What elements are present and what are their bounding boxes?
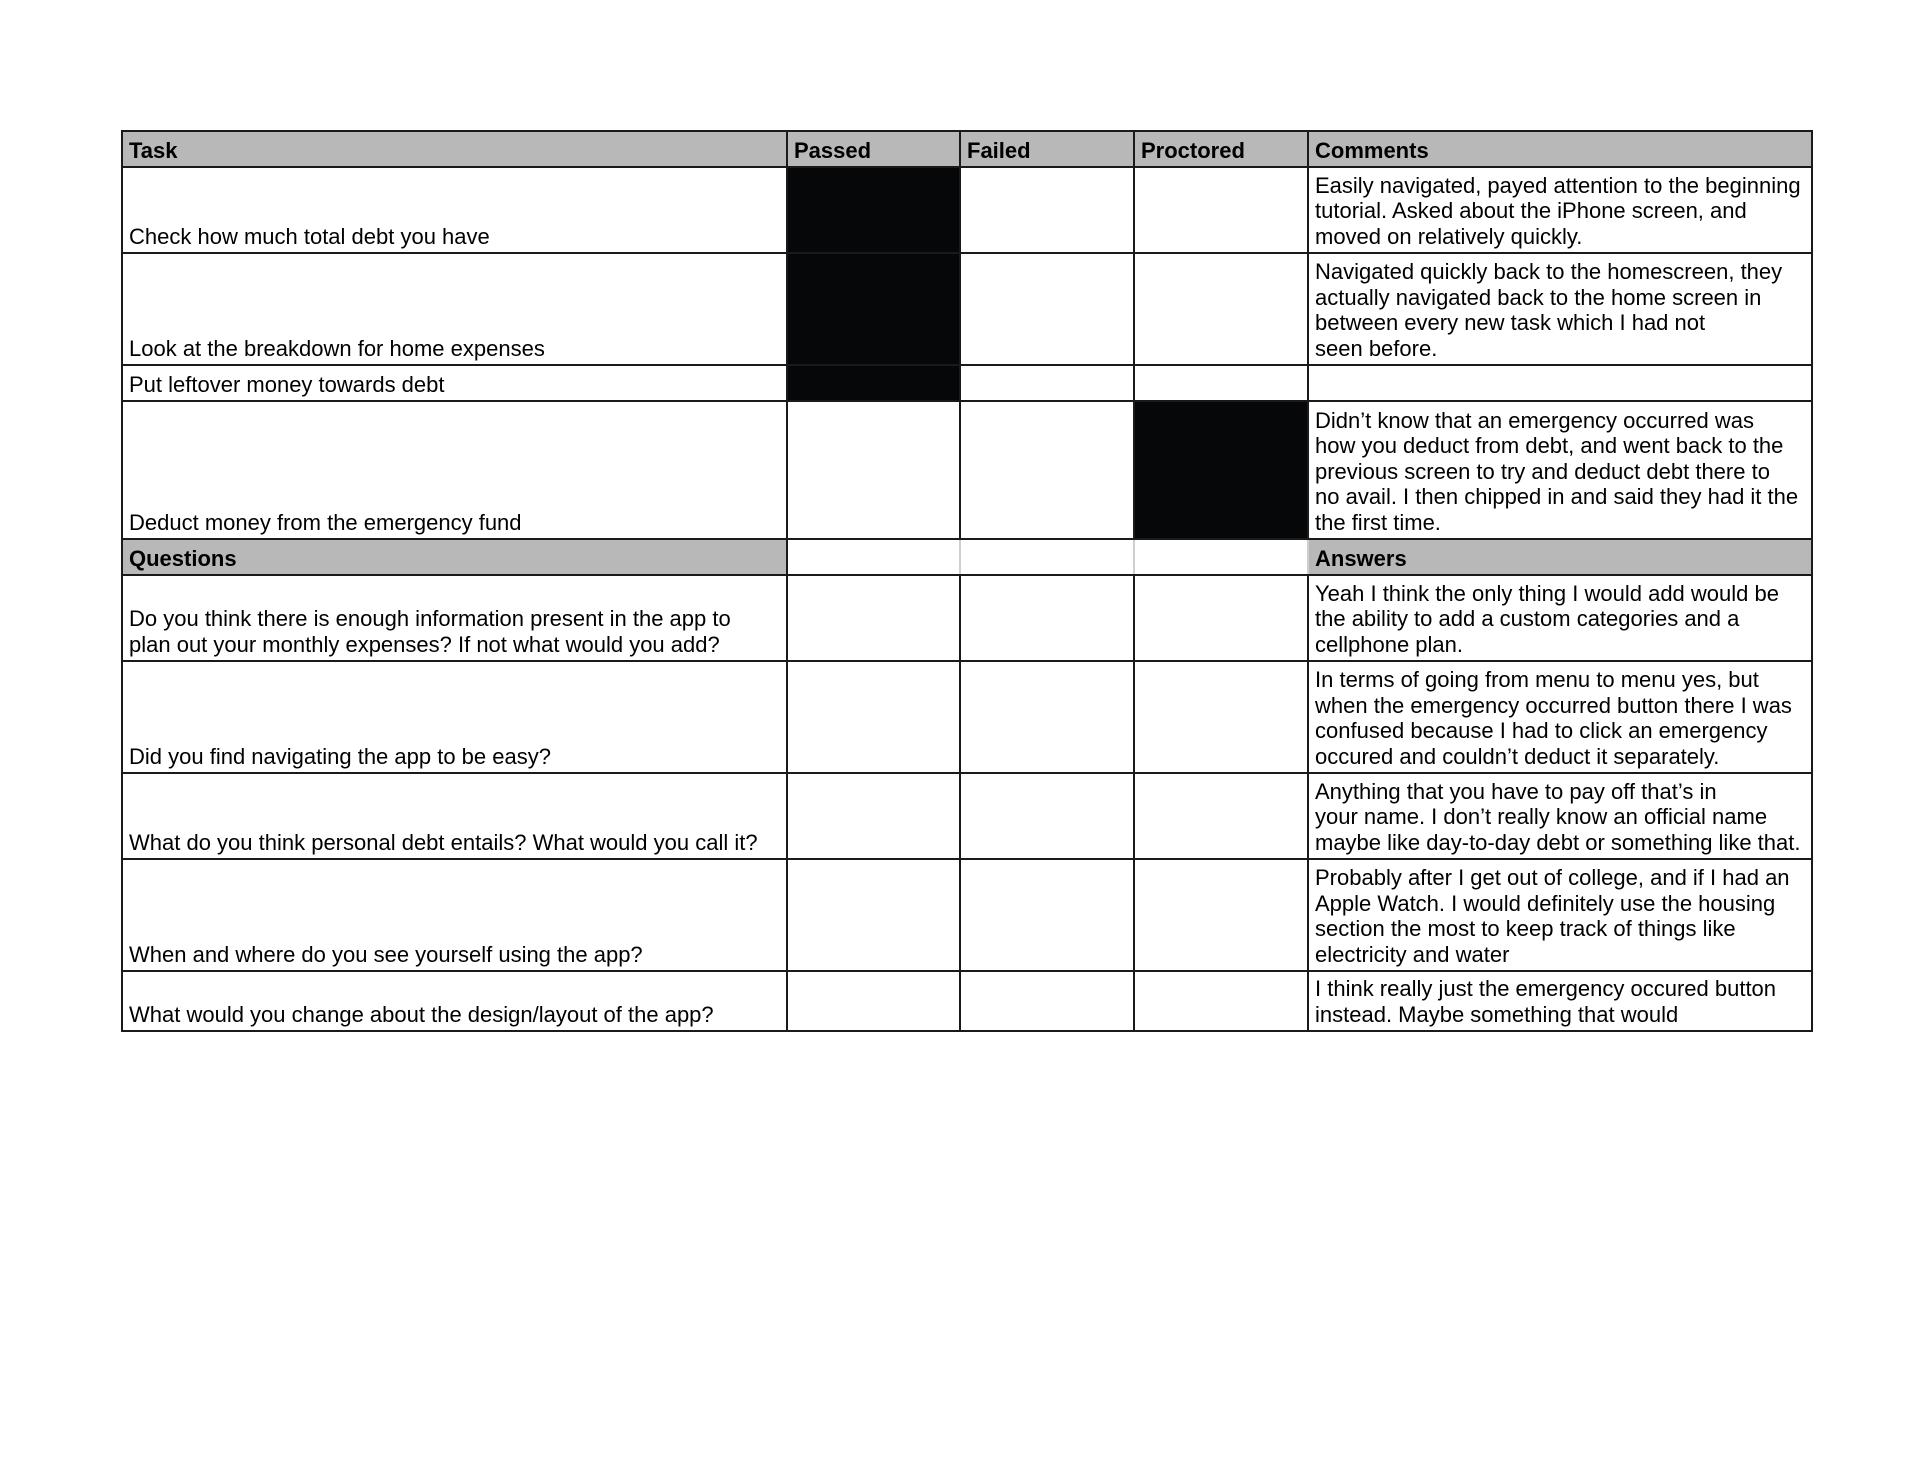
passed-cell	[787, 253, 960, 365]
failed-cell	[960, 253, 1134, 365]
proctored-cell	[1134, 575, 1308, 661]
passed-cell	[787, 661, 960, 773]
proctored-cell	[1134, 253, 1308, 365]
question-cell: Do you think there is enough information present in the app to plan out your monthly expenses? If not what would you add?	[122, 575, 787, 661]
questions-heading: Questions	[122, 539, 787, 575]
answer-cell: Probably after I get out of college, and if I had an Apple Watch. I would definitely use the housing section the most to keep track of things like electricity and water	[1308, 859, 1812, 971]
task-row	[122, 167, 1812, 253]
header-passed: Passed	[787, 131, 960, 167]
failed-cell	[960, 401, 1134, 539]
proctored-cell	[1134, 661, 1308, 773]
failed-cell	[960, 575, 1134, 661]
failed-cell	[960, 971, 1134, 1031]
answer-cell: I think really just the emergency occured button instead. Maybe something that would	[1308, 971, 1812, 1031]
section-spacer-cell	[960, 539, 1134, 575]
task-row	[122, 401, 1812, 539]
passed-cell	[787, 575, 960, 661]
question-row	[122, 575, 1812, 661]
task-cell: Look at the breakdown for home expenses	[122, 253, 787, 365]
passed-cell	[787, 859, 960, 971]
task-row	[122, 253, 1812, 365]
passed-cell	[787, 365, 960, 401]
failed-cell	[960, 365, 1134, 401]
answer-cell: Anything that you have to pay off that’s in your name. I don’t really know an official name maybe like day-to-day debt or something like that.	[1308, 773, 1812, 859]
question-row	[122, 773, 1812, 859]
passed-cell	[787, 167, 960, 253]
comment-cell: Easily navigated, payed attention to the beginning tutorial. Asked about the iPhone screen, and moved on relatively quickly.	[1308, 167, 1812, 253]
section-spacer-cell	[787, 539, 960, 575]
table-header-row	[122, 131, 1812, 167]
question-cell: What would you change about the design/layout of the app?	[122, 971, 787, 1031]
answers-heading: Answers	[1308, 539, 1812, 575]
proctored-cell	[1134, 859, 1308, 971]
comment-cell: Didn’t know that an emergency occurred was how you deduct from debt, and went back to the previous screen to try and deduct debt there to no avail. I then chipped in and said they had it the the first time.	[1308, 401, 1812, 539]
task-cell: Deduct money from the emergency fund	[122, 401, 787, 539]
answer-cell: Yeah I think the only thing I would add would be the ability to add a custom categories and a cellphone plan.	[1308, 575, 1812, 661]
proctored-cell	[1134, 365, 1308, 401]
header-proctored: Proctored	[1134, 131, 1308, 167]
proctored-cell	[1134, 773, 1308, 859]
proctored-cell	[1134, 971, 1308, 1031]
comment-cell	[1308, 365, 1812, 401]
proctored-cell	[1134, 167, 1308, 253]
question-cell: What do you think personal debt entails? What would you call it?	[122, 773, 787, 859]
header-failed: Failed	[960, 131, 1134, 167]
task-cell: Put leftover money towards debt	[122, 365, 787, 401]
comment-cell: Navigated quickly back to the homescreen, they actually navigated back to the home screen in between every new task which I had not seen before.	[1308, 253, 1812, 365]
question-row	[122, 859, 1812, 971]
usability-test-sheet	[121, 130, 1811, 1032]
question-cell: When and where do you see yourself using the app?	[122, 859, 787, 971]
passed-cell	[787, 401, 960, 539]
answer-cell: In terms of going from menu to menu yes, but when the emergency occurred button there I was confused because I had to click an emergency occured and couldn’t deduct it separately.	[1308, 661, 1812, 773]
question-row	[122, 661, 1812, 773]
passed-cell	[787, 773, 960, 859]
proctored-cell	[1134, 401, 1308, 539]
section-spacer-cell	[1134, 539, 1308, 575]
header-comments: Comments	[1308, 131, 1812, 167]
failed-cell	[960, 661, 1134, 773]
failed-cell	[960, 773, 1134, 859]
failed-cell	[960, 859, 1134, 971]
question-cell: Did you find navigating the app to be easy?	[122, 661, 787, 773]
passed-cell	[787, 971, 960, 1031]
header-task: Task	[122, 131, 787, 167]
task-cell: Check how much total debt you have	[122, 167, 787, 253]
failed-cell	[960, 167, 1134, 253]
questions-header-row	[122, 539, 1812, 575]
task-row	[122, 365, 1812, 401]
question-row	[122, 971, 1812, 1031]
results-table	[121, 130, 1813, 1032]
